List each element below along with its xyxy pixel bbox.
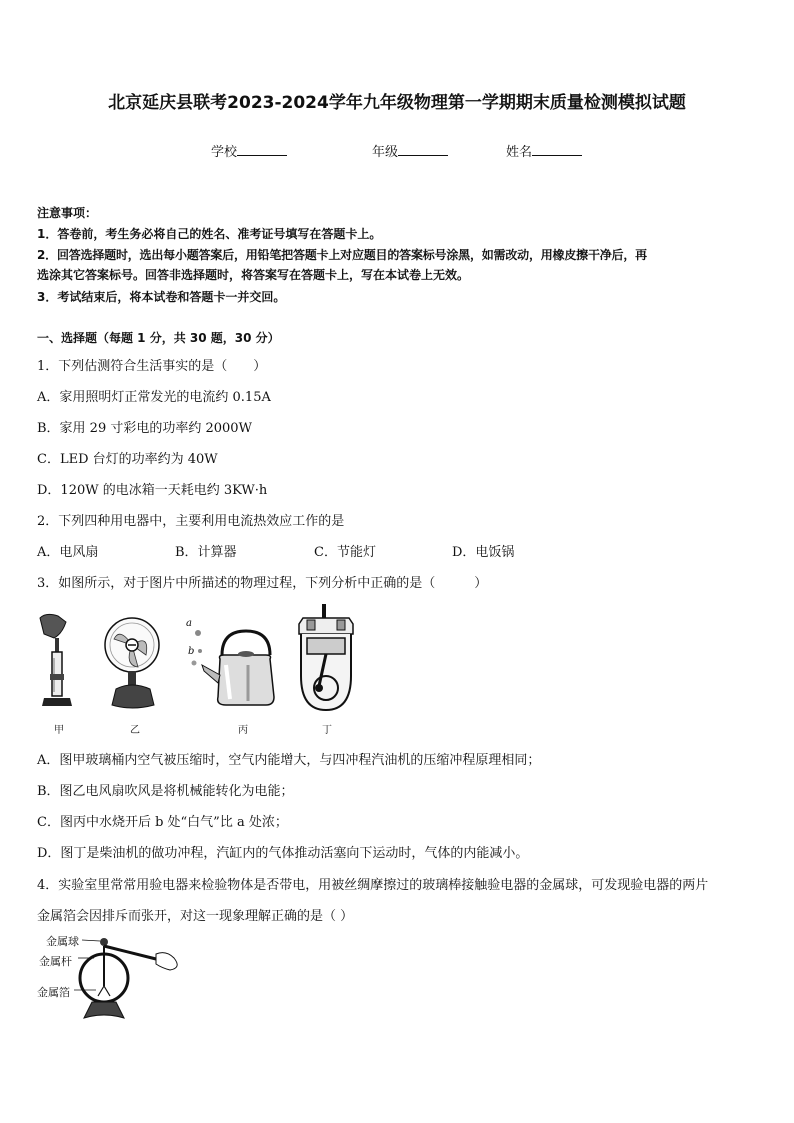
- fig-label-yi: 乙: [130, 725, 140, 736]
- fig-ding-engine-cylinder: [293, 604, 359, 714]
- q3-stem: 3．如图所示，对于图片中所描述的物理过程，下列分析中正确的是（ ）: [37, 576, 488, 591]
- q2-option-d: D．电饭锅: [452, 545, 515, 560]
- q2-option-c: C．节能灯: [314, 545, 376, 560]
- school-label: 学校: [211, 145, 238, 160]
- fig-label-ding: 丁: [322, 725, 332, 736]
- kettle-label-a: a: [186, 618, 192, 629]
- q1-stem: 1．下列估测符合生活事实的是（ ）: [37, 359, 267, 374]
- section-heading: 一、选择题（每题 1 分，共 30 题，30 分）: [37, 331, 280, 345]
- page-title: 北京延庆县联考2023-2024学年九年级物理第一学期期末质量检测模拟试题: [108, 93, 686, 113]
- q1-option-a: A．家用照明灯正常发光的电流约 0.15A: [37, 390, 271, 405]
- notice-heading: 注意事项：: [37, 206, 98, 220]
- q1-option-c: C．LED 台灯的功率约为 40W: [37, 452, 218, 467]
- label-metal-rod: 金属杆: [39, 955, 72, 968]
- q3-option-a: A．图甲玻璃桶内空气被压缩时，空气内能增大，与四冲程汽油机的压缩冲程原理相同；: [37, 753, 541, 768]
- fig-label-bing: 丙: [238, 725, 248, 736]
- grade-label: 年级: [372, 145, 399, 160]
- q2-stem: 2．下列四种用电器中，主要利用电流热效应工作的是: [37, 514, 345, 529]
- label-metal-ball: 金属球: [46, 935, 79, 948]
- name-field: [506, 141, 582, 160]
- label-metal-foil: 金属箔: [37, 986, 70, 999]
- fig-bing-kettle: [190, 625, 290, 710]
- fig-jia-compression-tube: [36, 612, 76, 714]
- fig-yi-electric-fan: [102, 615, 162, 715]
- name-label: 姓名: [506, 145, 533, 160]
- q1-option-b: B．家用 29 寸彩电的功率约 2000W: [37, 421, 252, 436]
- school-field: [211, 141, 287, 160]
- fig-electroscope: [70, 928, 186, 1028]
- school-blank[interactable]: [237, 143, 287, 156]
- kettle-label-b: b: [188, 646, 195, 657]
- q3-option-c: C．图丙中水烧开后 b 处“白气”比 a 处浓；: [37, 815, 288, 830]
- q1-option-d: D．120W 的电冰箱一天耗电约 3KW·h: [37, 483, 268, 498]
- grade-field: [372, 141, 448, 160]
- q4-stem-line-1: 4．实验室里常常用验电器来检验物体是否带电，用被丝绸摩擦过的玻璃棒接触验电器的金属球，可发现验电器的两片: [37, 878, 709, 893]
- q4-stem-line-2: 金属箔会因排斥而张开，对这一现象理解正确的是（ ）: [37, 909, 354, 924]
- notice-item-3: 3．考试结束后，将本试卷和答题卡一并交回。: [37, 290, 286, 304]
- grade-blank[interactable]: [398, 143, 448, 156]
- notice-item-2-line-1: 2．回答选择题时，选出每小题答案后，用铅笔把答题卡上对应题目的答案标号涂黑，如需改动，用橡皮擦干净后，再: [37, 248, 647, 262]
- name-blank[interactable]: [532, 143, 582, 156]
- q3-option-b: B．图乙电风扇吹风是将机械能转化为电能；: [37, 784, 294, 799]
- q2-option-a: A．电风扇: [37, 545, 99, 560]
- q2-option-b: B．计算器: [175, 545, 237, 560]
- q3-option-d: D．图丁是柴油机的做功冲程，汽缸内的气体推动活塞向下运动时，气体的内能减小。: [37, 846, 529, 861]
- notice-item-1: 1．答卷前，考生务必将自己的姓名、准考证号填写在答题卡上。: [37, 227, 382, 241]
- fig-label-jia: 甲: [54, 725, 64, 736]
- notice-item-2-line-2: 选涂其它答案标号。回答非选择题时，将答案写在答题卡上，写在本试卷上无效。: [37, 268, 470, 282]
